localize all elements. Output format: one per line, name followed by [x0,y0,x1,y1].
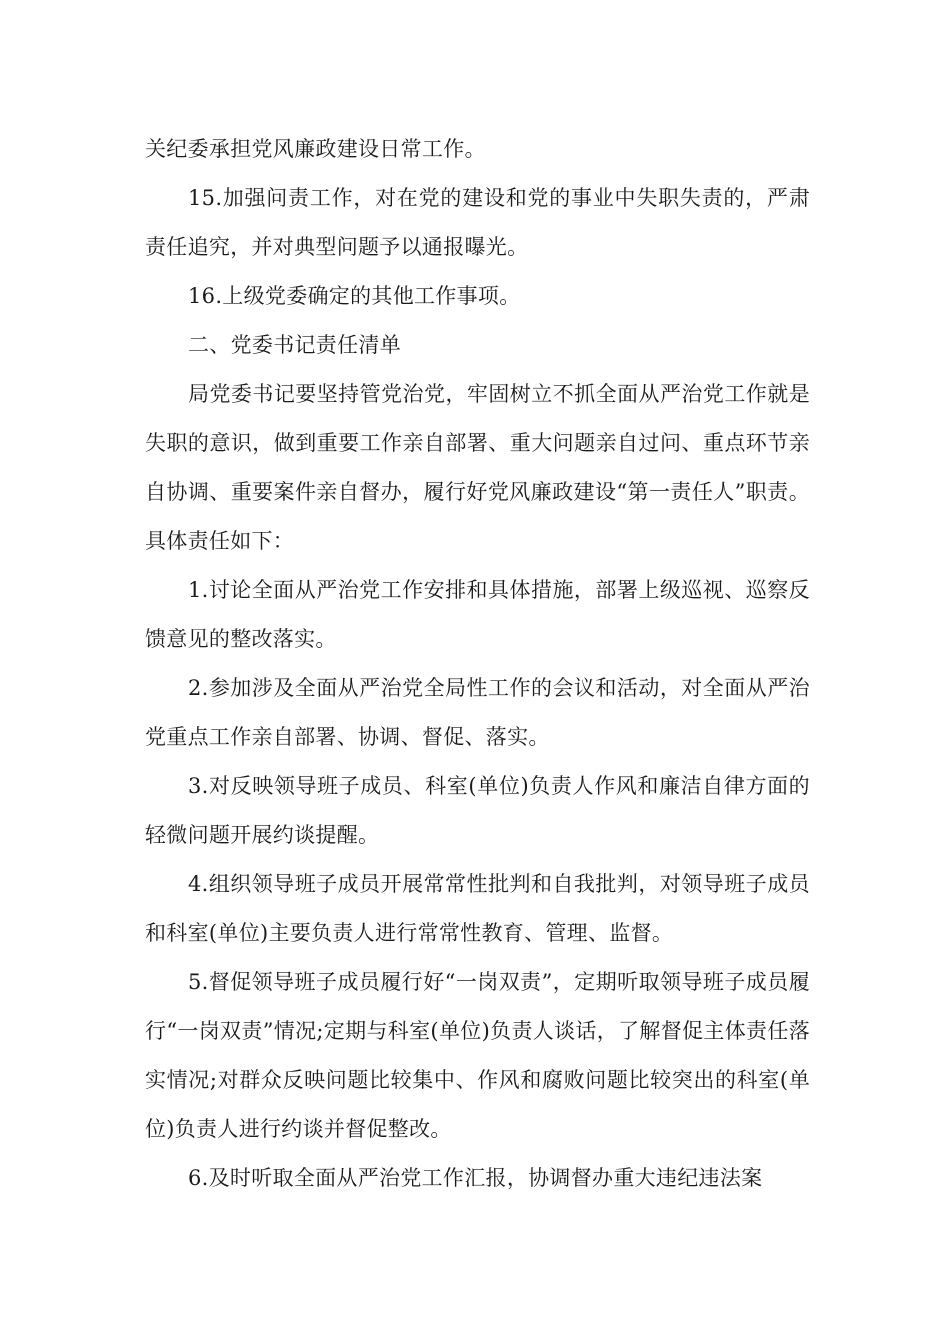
paragraph-item-6: 6.及时听取全面从严治党工作汇报，协调督办重大违纪违法案 [188,1166,763,1190]
paragraph-item-15: 15.加强问责工作，对在党的建设和党的事业中失职失责的，严肃责任追究，并对典型问题予以通报曝光。 [145,186,810,259]
paragraph-continuation: 关纪委承担党风廉政建设日常工作。 [145,137,486,161]
paragraph-item-3: 3.对反映领导班子成员、科室(单位)负责人作风和廉洁自律方面的轻微问题开展约谈提醒。 [145,774,810,847]
section-heading: 二、党委书记责任清单 [188,333,401,357]
paragraph-item-5: 5.督促领导班子成员履行好“一岗双责”，定期听取领导班子成员履行“一岗双责”情况;定期与科室(单位)负责人谈话，了解督促主体责任落实情况;对群众反映问题比较集中、作风和腐败问题比较突出的科室(单位)负责人进行约谈并督促整改。 [145,970,810,1141]
paragraph-item-16: 16.上级党委确定的其他工作事项。 [188,284,521,308]
paragraph-intro: 局党委书记要坚持管党治党，牢固树立不抓全面从严治党工作就是失职的意识，做到重要工作亲自部署、重大问题亲自过问、重点环节亲自协调、重要案件亲自督办，履行好党风廉政建设“第一责任人”职责。具体责任如下： [145,382,810,553]
paragraph-item-1: 1.讨论全面从严治党工作安排和具体措施，部署上级巡视、巡察反馈意见的整改落实。 [145,578,810,651]
paragraph-item-2: 2.参加涉及全面从严治党全局性工作的会议和活动，对全面从严治党重点工作亲自部署、协调、督促、落实。 [145,676,810,749]
paragraph-item-4: 4.组织领导班子成员开展常常性批判和自我批判，对领导班子成员和科室(单位)主要负责人进行常常性教育、管理、监督。 [145,872,810,945]
document-body [145,125,810,1203]
